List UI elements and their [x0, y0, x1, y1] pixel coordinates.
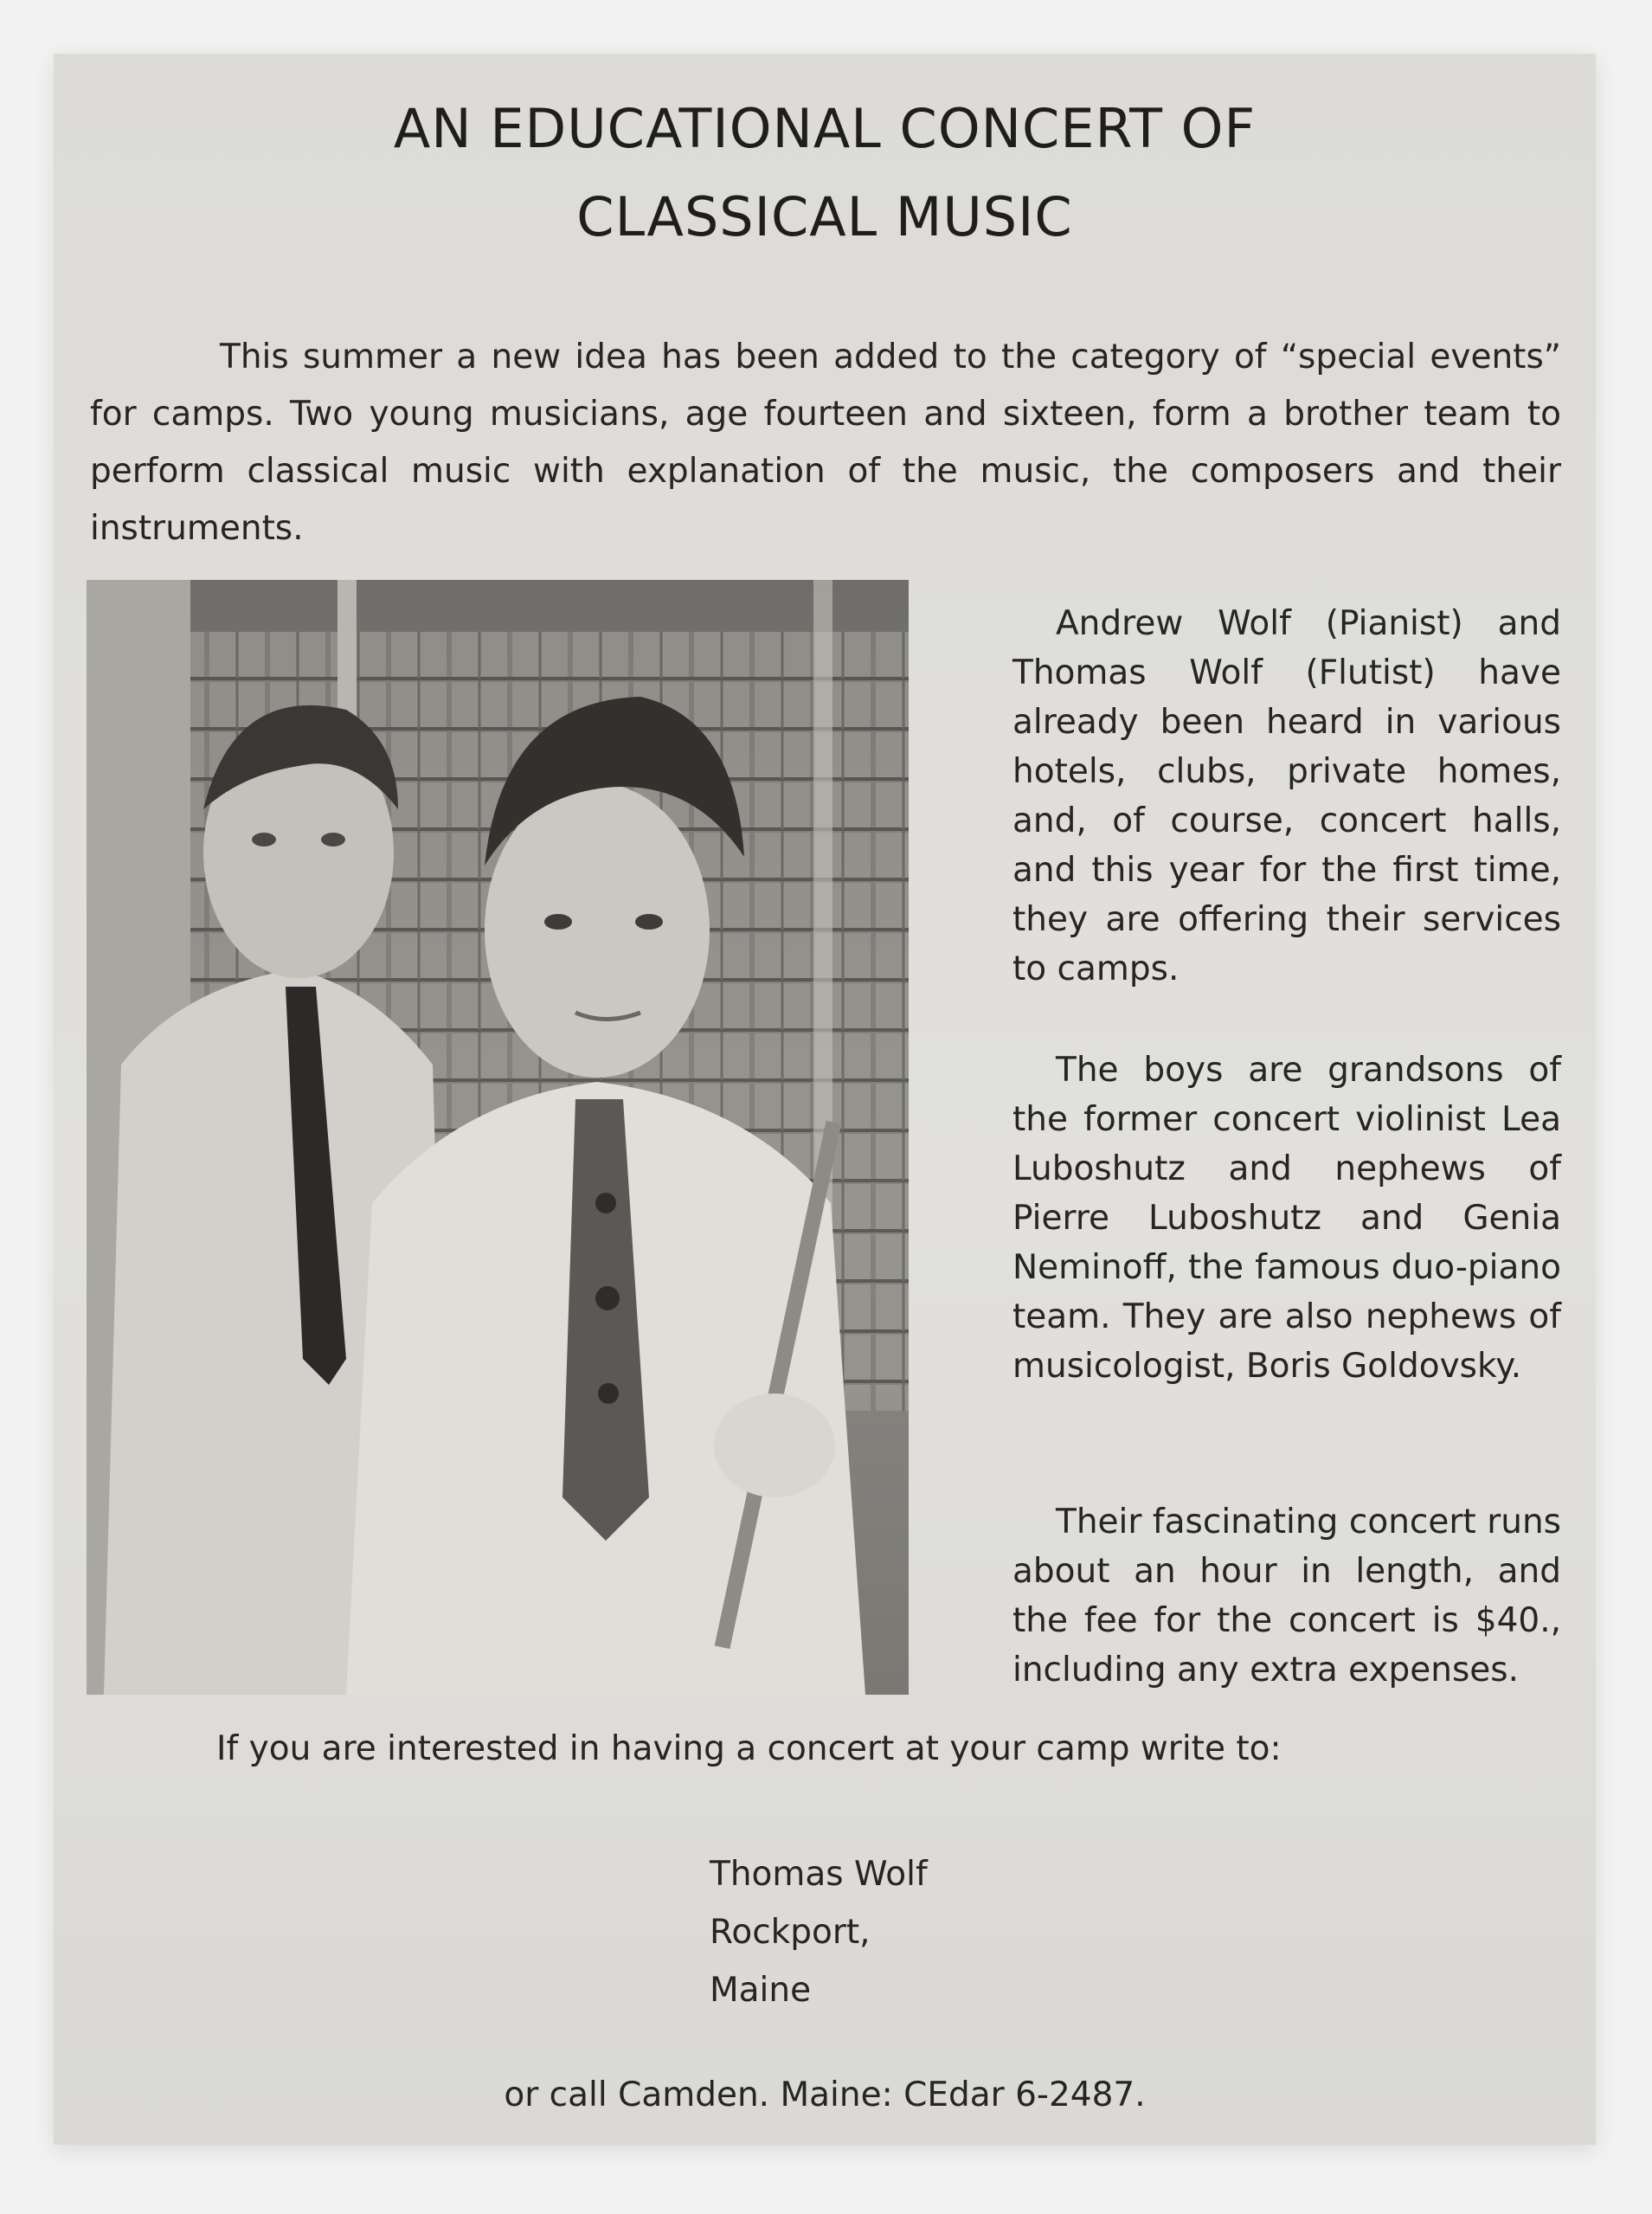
- address-name: Thomas Wolf: [710, 1855, 928, 1894]
- address-state: Maine: [710, 1971, 812, 2010]
- flyer-page: [54, 54, 1596, 2145]
- mailing-address: [710, 1845, 928, 2019]
- address-town: Rockport,: [710, 1913, 871, 1952]
- fee-paragraph: Their fascinating concert runs about an hour in length, and the fee for the concert is $40., including any extra expenses.: [1012, 1503, 1561, 1689]
- phone-contact: or call Camden. Maine: CEdar 6-2487.: [504, 2076, 1146, 2114]
- family-paragraph: The boys are grandsons of the former concert violinist Lea Luboshutz and nephews of Pierre Luboshutz and Genia Neminoff, the famous duo-piano team. They are also nephews of musicologist, Boris Goldovsky.: [1012, 1051, 1561, 1386]
- contact-instruction: If you are interested in having a concert at your camp write to:: [216, 1729, 1282, 1768]
- brothers-photo: [87, 580, 909, 1695]
- bio-paragraph: Andrew Wolf (Pianist) and Thomas Wolf (Flutist) have already been heard in various hotels, clubs, private homes, and, of course, concert halls, and this year for the first time, they are offering their services to camps.: [1012, 604, 1561, 988]
- title-line-2: CLASSICAL MUSIC: [576, 185, 1073, 248]
- title-line-1: AN EDUCATIONAL CONCERT OF: [393, 97, 1257, 160]
- intro-paragraph: This summer a new idea has been added to the category of “special events” for camps. Two young musicians, age fourteen and sixteen, form a brother team to perform classical music with explanation of the music, the composers and their instruments.: [90, 338, 1561, 548]
